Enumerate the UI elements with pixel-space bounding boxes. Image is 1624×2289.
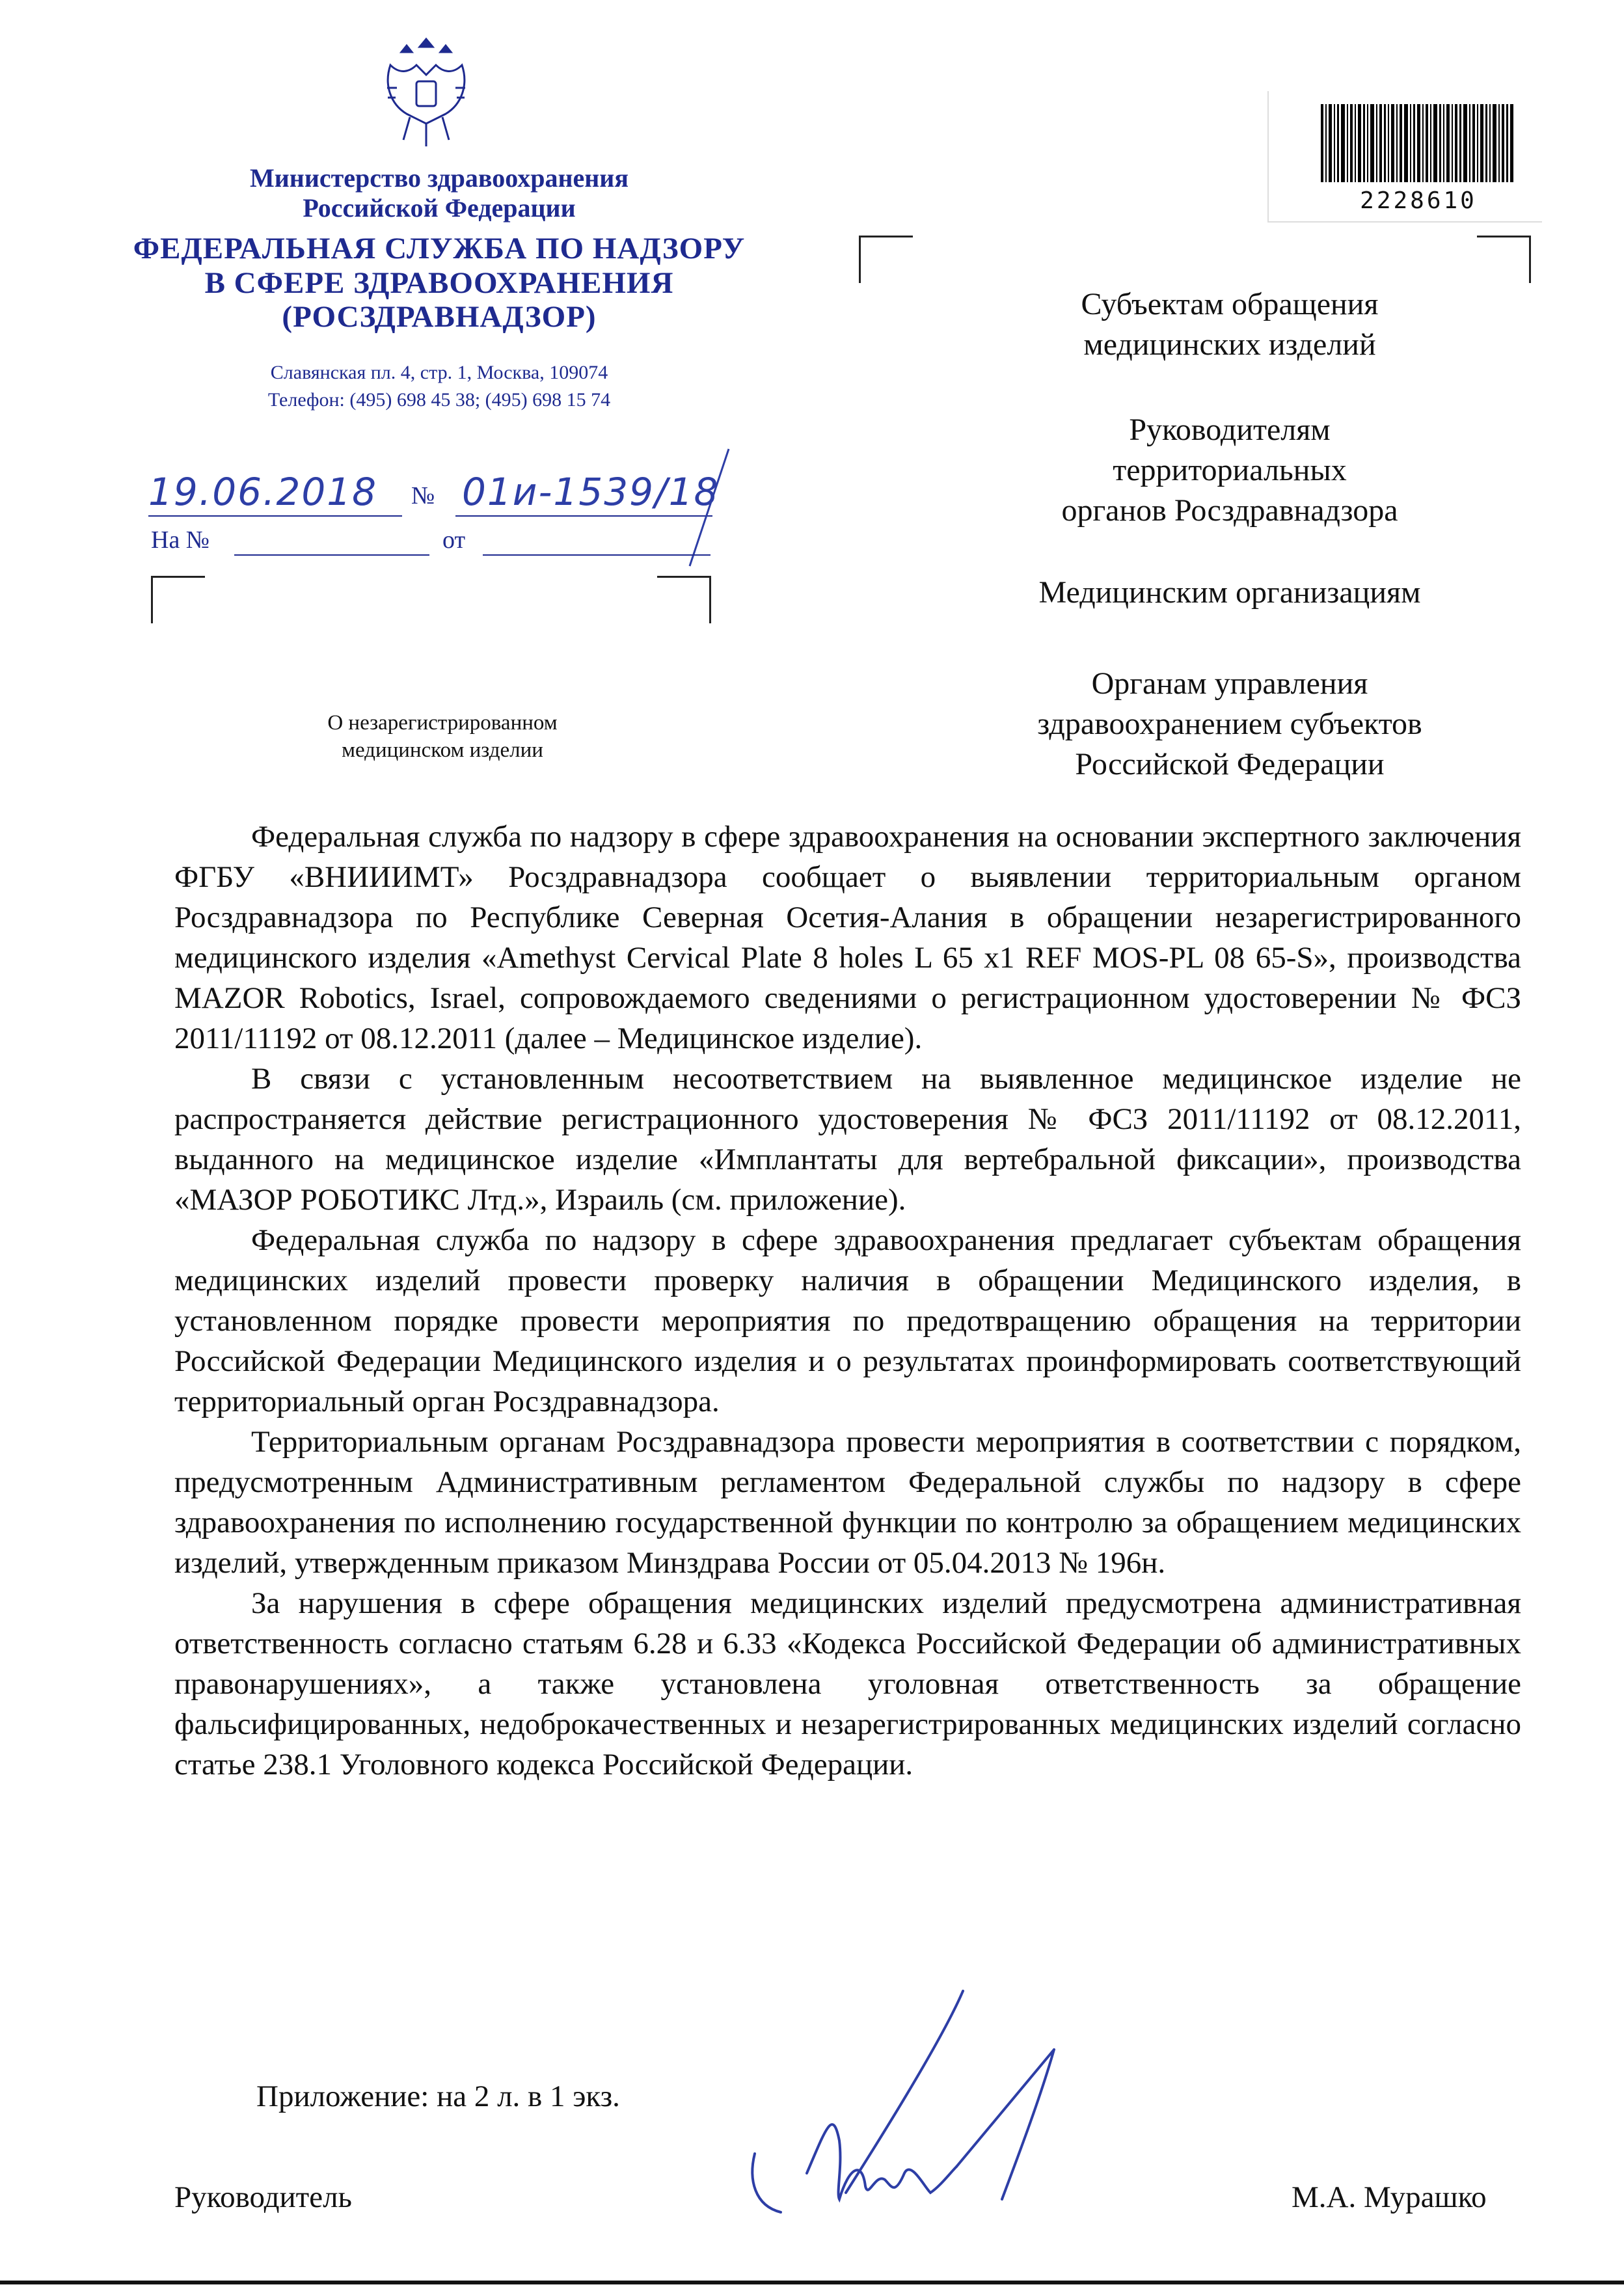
recipient-line: Медицинским организациям	[1038, 575, 1421, 610]
coat-of-arms-emblem	[371, 26, 481, 156]
address-block-corner-left	[151, 576, 205, 623]
subject-line: О незарегистрированном	[327, 711, 558, 735]
recipient-line: органов Росздравнадзора	[1061, 493, 1398, 528]
page-bottom-rule	[0, 2281, 1624, 2284]
recipient-block-corner-right	[1477, 236, 1531, 283]
recipient-block-3	[937, 573, 1522, 613]
service-name-line1: ФЕДЕРАЛЬНАЯ СЛУЖБА ПО НАДЗОРУ	[133, 232, 746, 265]
number-sign: №	[411, 482, 435, 509]
address-block-corner-right	[657, 576, 711, 623]
body-paragraph-5: За нарушения в сфере обращения медицинских изделий предусмотрена административная ответственность согласно статьям 6.28 и 6.33 «Кодекса Российской Федерации об административных правонарушениях», а также установлена уголовная ответственность за обращение фальсифицированных, недоброкачественных и незарегистрированных медицинских изделий согласно статье 238.1 Уголовного кодекса Российской Федерации.	[174, 1586, 1521, 1781]
ministry-name-line1: Министерство здравоохранения	[250, 163, 629, 193]
service-name-line2: В СФЕРЕ ЗДРАВООХРАНЕНИЯ	[204, 266, 674, 300]
reference-number-label: На №	[151, 526, 210, 554]
signer-position: Руководитель	[174, 2180, 352, 2214]
date-underline	[148, 515, 402, 517]
reference-number-line	[234, 554, 429, 556]
number-underline	[455, 515, 712, 517]
ministry-name-line2: Российской Федерации	[303, 193, 576, 223]
address: Славянская пл. 4, стр. 1, Москва, 109074	[270, 362, 608, 383]
recipient-line: медицинских изделий	[1083, 327, 1376, 362]
recipient-line: территориальных	[1113, 453, 1347, 487]
phone: Телефон: (495) 698 45 38; (495) 698 15 74	[267, 389, 611, 411]
handwritten-number: 01и-1539/18	[462, 470, 720, 514]
body-paragraph-2: В связи с установленным несоответствием на выявленное медицинское изделие не распространяется действие регистрационного удостоверения № ФСЗ 2011/11192 от 08.12.2011, выданного на медицинское изделие «Имплантаты для вертебральной фиксации», производства «МАЗОР РОБОТИКС Лтд.», Израиль (см. приложение).	[174, 1062, 1521, 1217]
reference-date-label: от	[442, 526, 466, 554]
handwritten-signature	[729, 1978, 1093, 2225]
recipient-block-4	[937, 664, 1522, 785]
letter-subject	[215, 709, 670, 764]
attachment-note: Приложение: на 2 л. в 1 экз.	[256, 2079, 620, 2113]
handwritten-date: 19.06.2018	[148, 470, 378, 514]
recipient-line: Российской Федерации	[1075, 747, 1385, 781]
handwritten-slash-stroke	[677, 442, 755, 573]
service-name-line3: (РОСЗДРАВНАДЗОР)	[282, 300, 597, 334]
subject-line: медицинском изделии	[342, 738, 543, 762]
recipient-block-2	[937, 410, 1522, 531]
signer-name: М.А. Мурашко	[1292, 2180, 1487, 2214]
recipient-block-corner-left	[859, 236, 913, 283]
recipient-block-1	[937, 284, 1522, 365]
recipient-line: Субъектам обращения	[1081, 287, 1379, 321]
recipient-line: Органам управления	[1091, 666, 1368, 701]
body-paragraph-3: Федеральная служба по надзору в сфере здравоохранения предлагает субъектам обращения медицинских изделий провести проверку наличия в обращении Медицинского изделия, в установленном порядке провести мероприятия по предотвращению обращения на территории Российской Федерации Медицинского изделия и о результатах проинформировать соответствующий территориальный орган Росздравнадзора.	[174, 1223, 1521, 1418]
recipient-line: Руководителям	[1129, 413, 1331, 447]
barcode-number: 2228610	[1360, 187, 1477, 214]
body-paragraph-4: Территориальным органам Росздравнадзора провести мероприятия в соответствии с порядком, предусмотренным Административным регламентом Федеральной службы по надзору в сфере здравоохранения по исполнению государственной функции по контролю за обращением медицинских изделий, утвержденным приказом Минздрава России от 05.04.2013 № 196н.	[174, 1425, 1521, 1580]
barcode-icon	[1321, 104, 1516, 182]
letter-body	[174, 817, 1521, 1785]
recipient-line: здравоохранением субъектов	[1037, 707, 1422, 741]
reference-date-line	[483, 554, 710, 556]
body-paragraph-1: Федеральная служба по надзору в сфере здравоохранения на основании экспертного заключения ФГБУ «ВНИИИМТ» Росздравнадзора сообщает о выявлении территориальным органом Росздравнадзора по Республике Северная Осетия-Алания в обращении незарегистрированного медицинского изделия «Amethyst Cervical Plate 8 holes L 65 x1 REF MOS-PL 08 65-S», производства MAZOR Robotics, Israel, сопровождаемого сведениями о регистрационном удостоверении № ФСЗ 2011/11192 от 08.12.2011 (далее – Медицинское изделие).	[174, 820, 1521, 1055]
